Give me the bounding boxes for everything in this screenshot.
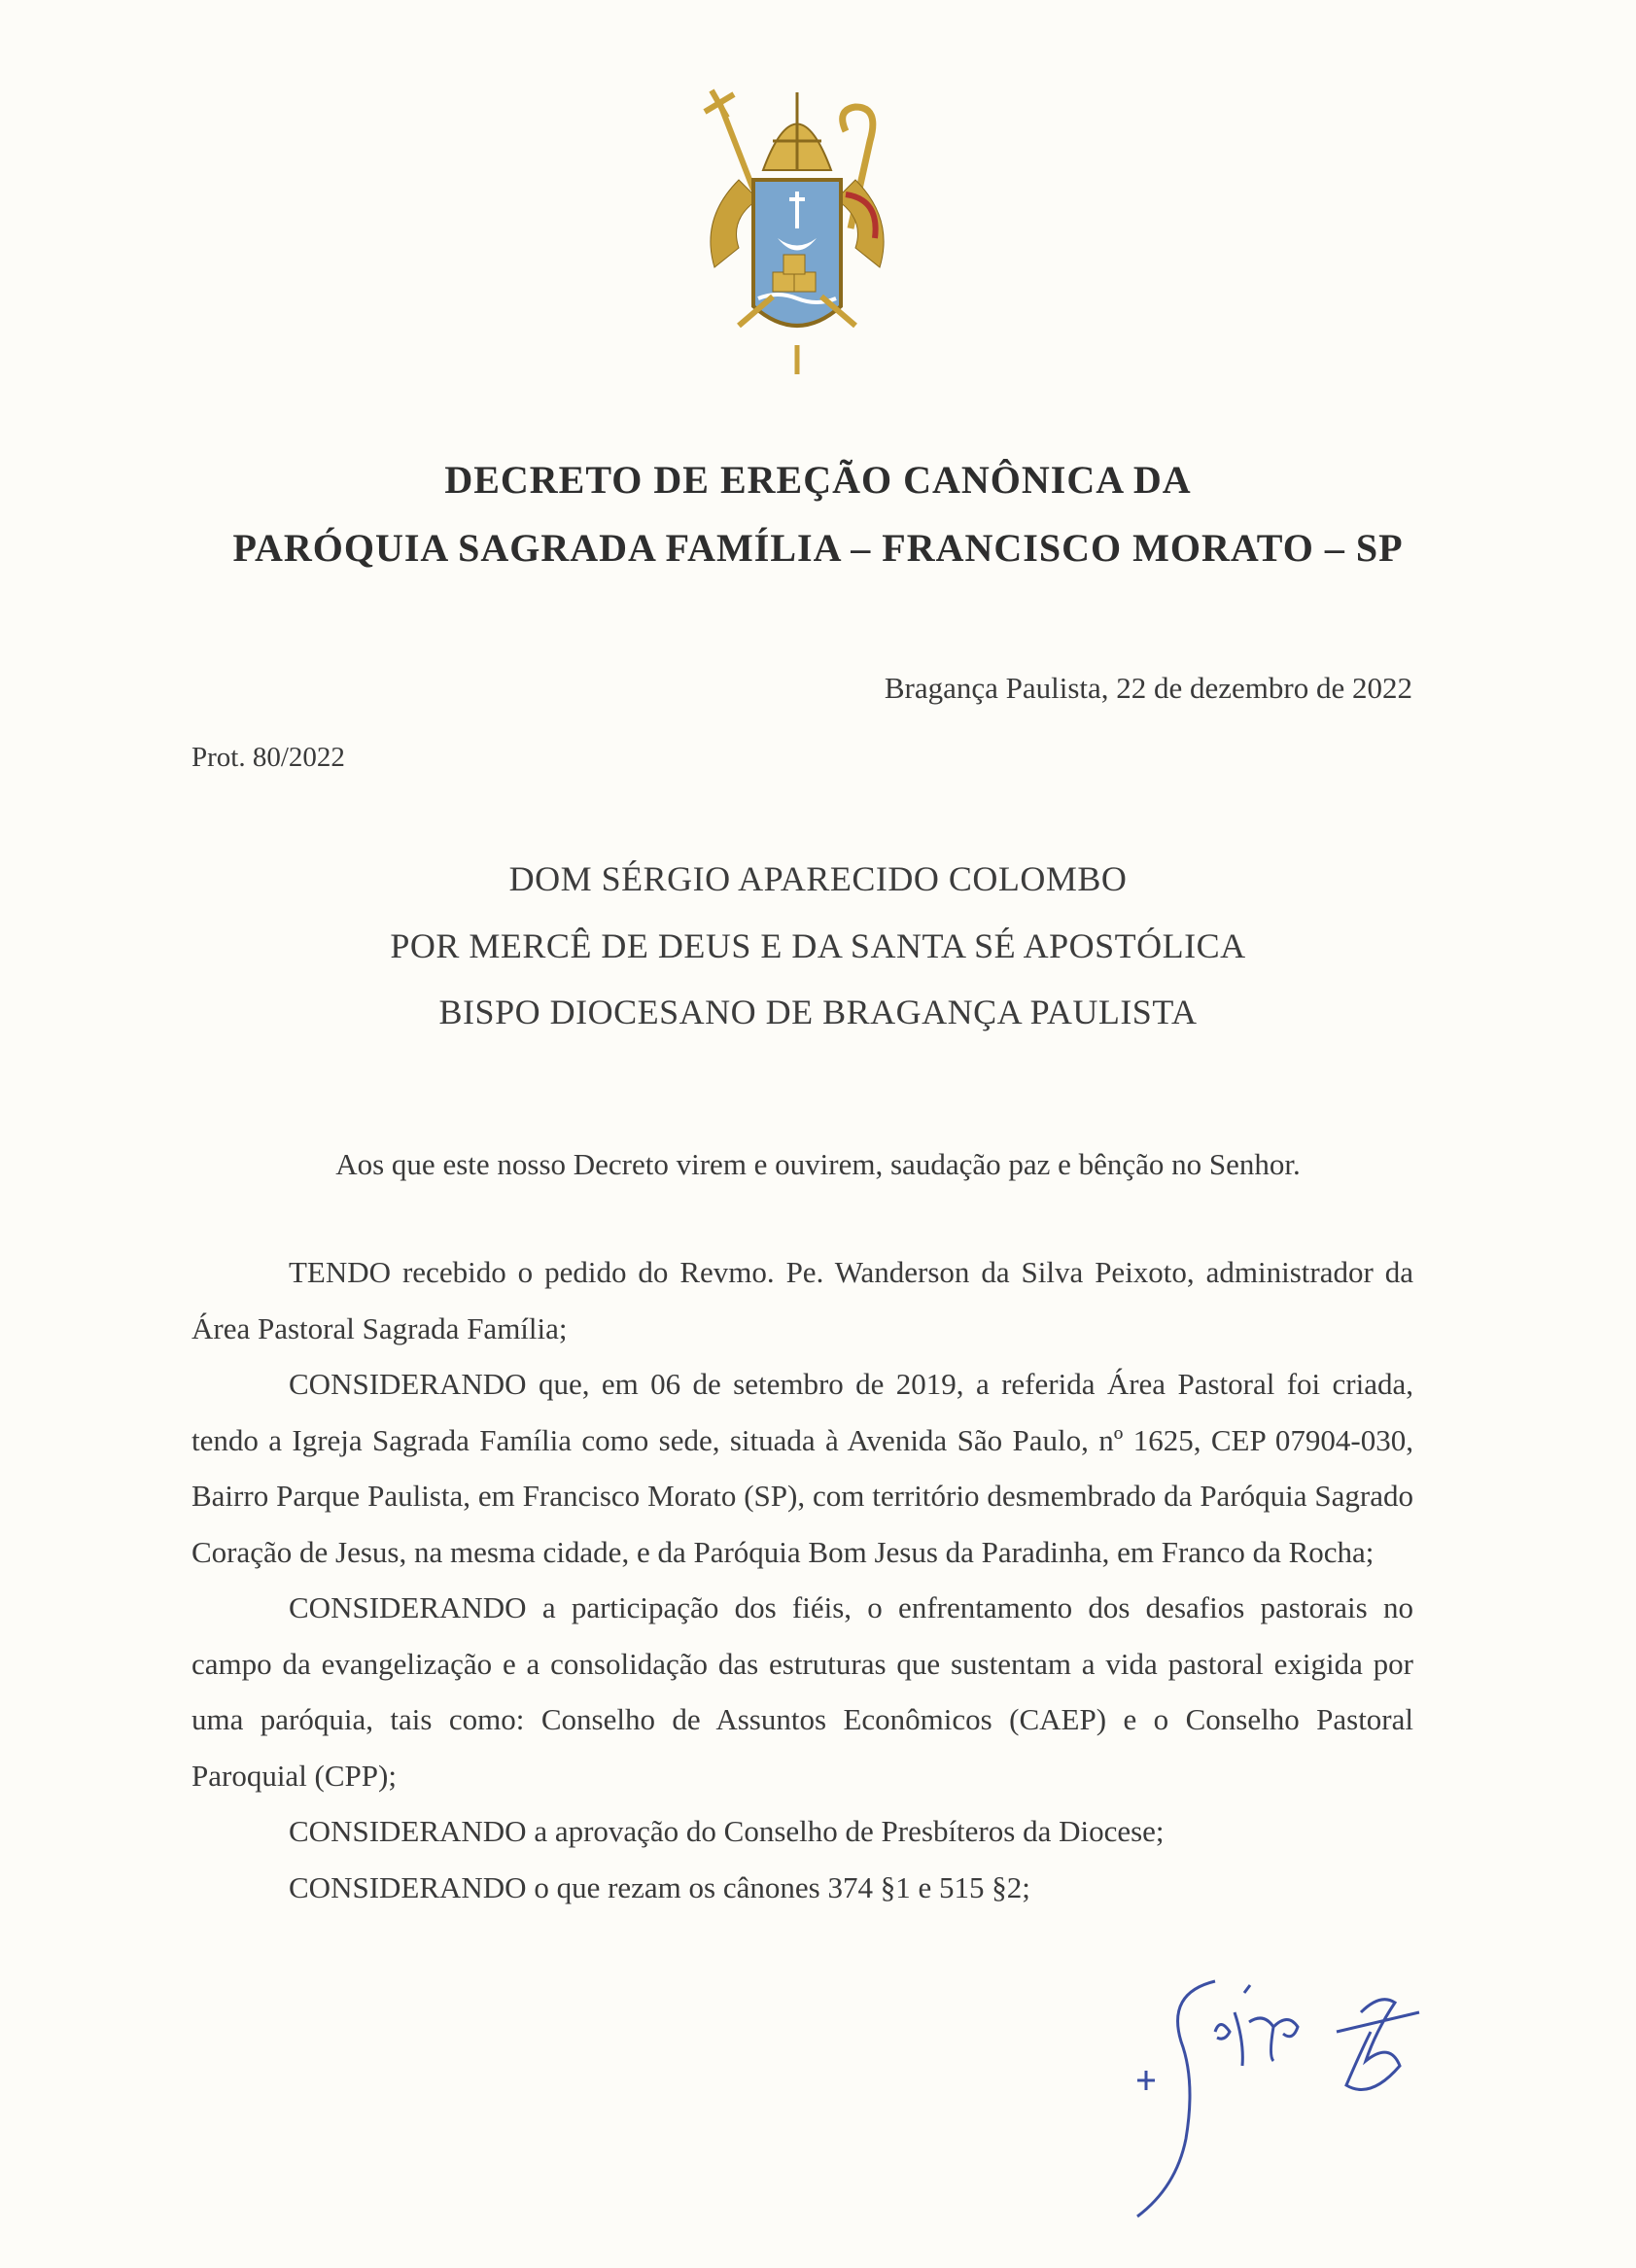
- bishop-signature-icon: [1128, 1973, 1458, 2226]
- issuer-name: DOM SÉRGIO APARECIDO COLOMBO: [508, 859, 1128, 898]
- protocol-number: Prot. 80/2022: [191, 742, 345, 773]
- issuer-title: BISPO DIOCESANO DE BRAGANÇA PAULISTA: [438, 993, 1198, 1031]
- paragraph-canons: CONSIDERANDO o que rezam os cânones 374 §1 e 515 §2;: [289, 1869, 1030, 1904]
- decree-title-line-1: DECRETO DE EREÇÃO CANÔNICA DA: [444, 458, 1192, 502]
- paragraph-request: TENDO recebido o pedido do Revmo. Pe. Wanderson da Silva Peixoto, administrador da Área Pastoral Sagrada Família;: [191, 1255, 1413, 1345]
- paragraph-participation: CONSIDERANDO a participação dos fiéis, o enfrentamento dos desafios pastorais no campo da evangelização e a consolidação das estruturas que sustentam a vida pastoral exigida por uma paróquia, tais como: Conselho de Assuntos Econômicos (CAEP) e o Conselho Pastoral Paroquial (CPP);: [191, 1590, 1413, 1793]
- issuer-authority: POR MERCÊ DE DEUS E DA SANTA SÉ APOSTÓLICA: [390, 926, 1246, 965]
- decree-body: [191, 1244, 1413, 1915]
- decree-date: Bragança Paulista, 22 de dezembro de 2022: [884, 671, 1412, 705]
- decree-title-line-2: PARÓQUIA SAGRADA FAMÍLIA – FRANCISCO MORATO – SP: [232, 526, 1404, 570]
- salutation: Aos que este nosso Decreto virem e ouvirem, saudação paz e bênção no Senhor.: [335, 1147, 1301, 1181]
- diocesan-coat-of-arms-icon: [680, 83, 914, 384]
- paragraph-approval: CONSIDERANDO a aprovação do Conselho de Presbíteros da Diocese;: [289, 1814, 1165, 1848]
- paragraph-creation: CONSIDERANDO que, em 06 de setembro de 2019, a referida Área Pastoral foi criada, tendo a Igreja Sagrada Família como sede, situada à Avenida São Paulo, nº 1625, CEP 07904-030, Bairro Parque Paulista, em Francisco Morato (SP), com território desmembrado da Paróquia Sagrado Coração de Jesus, na mesma cidade, e da Paróquia Bom Jesus da Paradinha, em Franco da Rocha;: [191, 1367, 1413, 1569]
